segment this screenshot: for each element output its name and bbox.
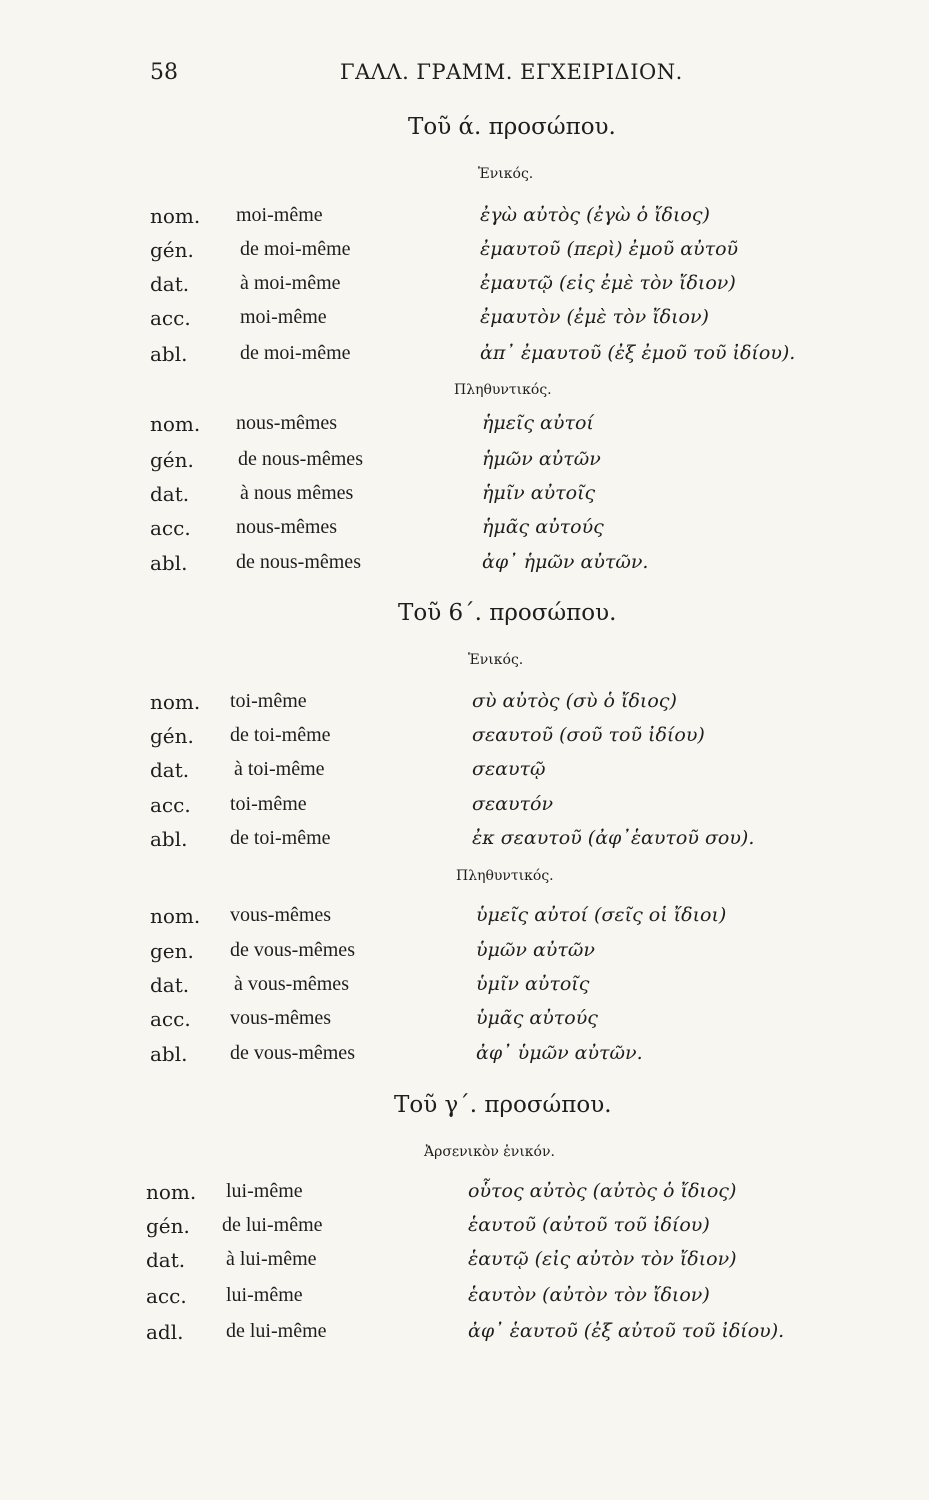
greek-form: ἑαυτῷ (εἰς αὐτὸν τὸν ἴδιον) bbox=[468, 1248, 737, 1270]
greek-form: ἐμαυτῷ (εἰς ἐμὲ τὸν ἴδιον) bbox=[480, 272, 736, 294]
declension-row bbox=[0, 204, 929, 236]
declension-row bbox=[0, 690, 929, 722]
french-form: lui-même bbox=[226, 1180, 303, 1202]
case-label: gén. bbox=[150, 238, 194, 262]
french-form: de nous-mêmes bbox=[236, 551, 361, 573]
greek-form: ὑμῶν αὐτῶν bbox=[476, 939, 595, 961]
greek-form: ἡμῶν αὐτῶν bbox=[482, 448, 601, 470]
subheading-singular: Ἑνικός. bbox=[478, 166, 534, 182]
french-form: de lui-même bbox=[222, 1214, 323, 1236]
case-label: gén. bbox=[146, 1214, 190, 1238]
french-form: nous-mêmes bbox=[236, 516, 338, 538]
french-form: moi-même bbox=[240, 306, 327, 328]
declension-row bbox=[0, 516, 929, 548]
case-label: nom. bbox=[150, 412, 201, 436]
declension-row bbox=[0, 238, 929, 270]
running-title: ΓΑΛΛ. ΓΡΑΜΜ. ΕΓΧΕΙΡΙΔΙΟΝ. bbox=[340, 60, 683, 84]
greek-form: σεαυτόν bbox=[472, 793, 554, 815]
french-form: de moi-même bbox=[240, 342, 351, 364]
declension-row bbox=[0, 306, 929, 338]
case-label: acc. bbox=[150, 1007, 191, 1031]
declension-row bbox=[0, 724, 929, 756]
declension-row bbox=[0, 551, 929, 583]
subheading-plural: Πληθυντικός. bbox=[454, 382, 552, 398]
french-form: à lui-même bbox=[226, 1248, 317, 1270]
french-form: vous-mêmes bbox=[230, 904, 332, 926]
declension-row bbox=[0, 448, 929, 480]
french-form: de toi-même bbox=[230, 827, 331, 849]
declension-row bbox=[0, 412, 929, 444]
case-label: nom. bbox=[146, 1180, 197, 1204]
case-label: nom. bbox=[150, 904, 201, 928]
french-form: de vous-mêmes bbox=[230, 939, 355, 961]
subheading-plural: Πληθυντικός. bbox=[456, 868, 554, 884]
declension-row bbox=[0, 1042, 929, 1074]
greek-form: σεαυτοῦ (σοῦ τοῦ ἰδίου) bbox=[472, 724, 705, 746]
subheading-masculine-singular: Ἀρσενικὸν ἑνικόν. bbox=[424, 1144, 555, 1160]
greek-form: ὑμᾶς αὐτούς bbox=[476, 1007, 598, 1029]
greek-form: ἀφ᾽ ἑαυτοῦ (ἐξ αὐτοῦ τοῦ ἰδίου). bbox=[468, 1320, 785, 1342]
case-label: dat. bbox=[150, 758, 190, 782]
greek-form: ἀφ᾽ ἡμῶν αὐτῶν. bbox=[482, 551, 649, 573]
declension-row bbox=[0, 1007, 929, 1039]
case-label: dat. bbox=[146, 1248, 186, 1272]
declension-row bbox=[0, 342, 929, 374]
greek-form: ἐκ σεαυτοῦ (ἀφ᾽ἑαυτοῦ σου). bbox=[472, 827, 755, 849]
greek-form: ὑμεῖς αὐτοί (σεῖς οἱ ἴδιοι) bbox=[476, 904, 727, 926]
case-label: nom. bbox=[150, 690, 201, 714]
case-label: adl. bbox=[146, 1320, 184, 1344]
greek-form: ὑμῖν αὐτοῖς bbox=[476, 973, 590, 995]
section-heading-first-person: Τοῦ ά. προσώπου. bbox=[408, 114, 616, 140]
french-form: nous-mêmes bbox=[236, 412, 338, 434]
declension-row bbox=[0, 793, 929, 825]
declension-row bbox=[0, 758, 929, 790]
greek-form: ἡμᾶς αὐτούς bbox=[482, 516, 604, 538]
declension-row bbox=[0, 1248, 929, 1280]
french-form: à toi-même bbox=[234, 758, 325, 780]
case-label: gén. bbox=[150, 448, 194, 472]
case-label: gén. bbox=[150, 724, 194, 748]
greek-form: ἐγὼ αὐτὸς (ἐγὼ ὁ ἴδιος) bbox=[480, 204, 710, 226]
page-header bbox=[150, 60, 690, 90]
case-label: acc. bbox=[150, 516, 191, 540]
greek-form: ἐμαυτοῦ (περὶ) ἐμοῦ αὐτοῦ bbox=[480, 238, 739, 260]
greek-form: οὗτος αὐτὸς (αὐτὸς ὁ ἴδιος) bbox=[468, 1180, 737, 1202]
declension-row bbox=[0, 272, 929, 304]
case-label: dat. bbox=[150, 482, 190, 506]
section-heading-second-person: Τοῦ 6΄. προσώπου. bbox=[398, 600, 617, 626]
greek-form: ἑαυτοῦ (αὐτοῦ τοῦ ἰδίου) bbox=[468, 1214, 710, 1236]
french-form: vous-mêmes bbox=[230, 1007, 332, 1029]
greek-form: ἀπ᾽ ἐμαυτοῦ (ἐξ ἐμοῦ τοῦ ἰδίου). bbox=[480, 342, 796, 364]
declension-row bbox=[0, 939, 929, 971]
french-form: de toi-même bbox=[230, 724, 331, 746]
subheading-singular: Ἑνικός. bbox=[468, 652, 524, 668]
french-form: à moi-même bbox=[240, 272, 341, 294]
page-number: 58 bbox=[150, 60, 178, 85]
french-form: de nous-mêmes bbox=[238, 448, 363, 470]
french-form: à vous-mêmes bbox=[234, 973, 349, 995]
case-label: acc. bbox=[150, 306, 191, 330]
french-form: moi-même bbox=[236, 204, 323, 226]
declension-row bbox=[0, 1320, 929, 1352]
case-label: acc. bbox=[146, 1284, 187, 1308]
case-label: abl. bbox=[150, 551, 188, 575]
declension-row bbox=[0, 1284, 929, 1316]
case-label: acc. bbox=[150, 793, 191, 817]
french-form: toi-même bbox=[230, 793, 307, 815]
french-form: de vous-mêmes bbox=[230, 1042, 355, 1064]
case-label: gen. bbox=[150, 939, 194, 963]
greek-form: ἐμαυτὸν (ἐμὲ τὸν ἴδιον) bbox=[480, 306, 709, 328]
greek-form: σὺ αὐτὸς (σὺ ὁ ἴδιος) bbox=[472, 690, 677, 712]
french-form: de moi-même bbox=[240, 238, 351, 260]
greek-form: ἑαυτὸν (αὐτὸν τὸν ἴδιον) bbox=[468, 1284, 710, 1306]
french-form: toi-même bbox=[230, 690, 307, 712]
case-label: abl. bbox=[150, 827, 188, 851]
french-form: à nous mêmes bbox=[240, 482, 354, 504]
declension-row bbox=[0, 973, 929, 1005]
case-label: nom. bbox=[150, 204, 201, 228]
declension-row bbox=[0, 1180, 929, 1212]
greek-form: ἡμῖν αὐτοῖς bbox=[482, 482, 596, 504]
declension-row bbox=[0, 482, 929, 514]
section-heading-third-person: Τοῦ γ΄. προσώπου. bbox=[394, 1092, 612, 1118]
greek-form: ἀφ᾽ ὑμῶν αὐτῶν. bbox=[476, 1042, 643, 1064]
french-form: de lui-même bbox=[226, 1320, 327, 1342]
case-label: dat. bbox=[150, 272, 190, 296]
french-form: lui-même bbox=[226, 1284, 303, 1306]
greek-form: σεαυτῷ bbox=[472, 758, 546, 780]
case-label: abl. bbox=[150, 342, 188, 366]
greek-form: ἡμεῖς αὐτοί bbox=[482, 412, 594, 434]
declension-row bbox=[0, 827, 929, 859]
declension-row bbox=[0, 904, 929, 936]
case-label: dat. bbox=[150, 973, 190, 997]
declension-row bbox=[0, 1214, 929, 1246]
case-label: abl. bbox=[150, 1042, 188, 1066]
